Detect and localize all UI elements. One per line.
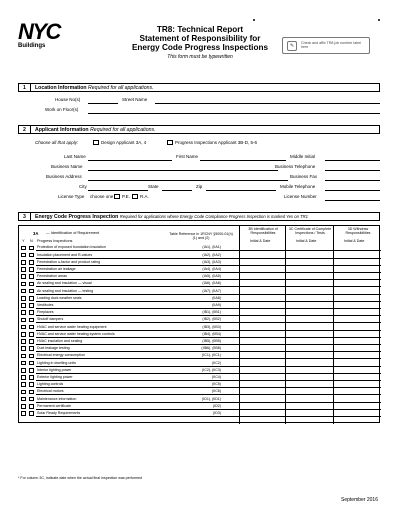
yes-checkbox[interactable] xyxy=(21,361,26,366)
mobile-phone-label: Mobile Telephone xyxy=(280,184,316,189)
license-number-label: License Number xyxy=(284,194,317,199)
work-floor-field[interactable] xyxy=(88,113,380,114)
row-rule xyxy=(36,416,381,417)
initial-date-3c: Initial & Date xyxy=(296,239,317,243)
table-row xyxy=(19,259,381,265)
yes-checkbox[interactable] xyxy=(21,267,26,272)
table-row xyxy=(19,346,381,352)
business-address-label: Business Address xyxy=(46,174,82,179)
street-name-label: Street Name xyxy=(122,97,148,102)
table-row xyxy=(19,331,381,337)
stamp-text: Check and affix TR8 job number label here xyxy=(301,41,361,50)
footnote: * For column 3C, indicate date when the actual final inspection was performed xyxy=(18,476,143,480)
table-reference: (IA1), (IIA1) xyxy=(202,245,221,250)
requirement-name: Lighting in dwelling units xyxy=(37,360,76,365)
requirement-name: Solar Ready Requirements xyxy=(37,410,81,415)
section-number: 1 xyxy=(19,84,31,91)
no-checkbox[interactable] xyxy=(29,325,34,330)
requirement-name: Protection of exposed foundation insulation xyxy=(37,245,106,250)
table-row xyxy=(19,353,381,359)
license-type-label: License Type xyxy=(58,194,85,199)
table-reference: (IA4), (IIA4) xyxy=(202,266,221,271)
yes-checkbox[interactable] xyxy=(21,325,26,330)
table-row xyxy=(19,382,381,388)
requirement-name: Shutoff dampers xyxy=(37,317,64,322)
label-icon: ✎ xyxy=(287,41,297,51)
yes-checkbox[interactable] xyxy=(21,274,26,279)
choose-one-label: choose one xyxy=(90,194,114,199)
no-checkbox[interactable] xyxy=(29,296,34,301)
yes-checkbox[interactable] xyxy=(21,253,26,258)
form-title: TR8: Technical Report xyxy=(156,25,244,34)
last-name-field[interactable] xyxy=(88,160,172,161)
first-name-field[interactable] xyxy=(200,160,286,161)
logo-sub-text: Buildings xyxy=(18,43,46,49)
yes-checkbox[interactable] xyxy=(21,375,26,380)
requirement-name: Interior lighting power xyxy=(37,367,72,372)
section-number: 3 xyxy=(19,213,31,220)
table-row xyxy=(19,281,381,287)
table-row xyxy=(19,267,381,273)
requirement-name: Insulation placement and R-values xyxy=(37,252,93,257)
middle-initial-label: Middle Initial xyxy=(290,154,316,159)
job-label-stamp xyxy=(282,37,370,54)
yes-checkbox[interactable] xyxy=(21,390,26,395)
requirement-name: HVAC insulation and sealing xyxy=(37,338,83,343)
requirement-name: Exterior lighting power xyxy=(37,374,73,379)
nyc-buildings-logo xyxy=(18,19,70,49)
requirement-name: Air sealing and insulation — visual xyxy=(37,281,92,286)
table-reference: (IA3), (IIA3) xyxy=(202,259,221,264)
no-checkbox[interactable] xyxy=(29,339,34,344)
logo-nyc-text: NYC xyxy=(18,19,60,44)
yes-checkbox[interactable] xyxy=(21,310,26,315)
table-reference: (ID3) xyxy=(213,410,221,415)
state-label: State xyxy=(148,184,159,189)
yes-checkbox[interactable] xyxy=(21,411,26,416)
col-3d-header: 3D Withdraw Responsibilities xyxy=(345,227,371,236)
section-note: Required for applications where Energy Code Compliance Progress Inspection is marked Yes on TR1 xyxy=(119,214,308,219)
table-reference: (IIB6), (IIB8) xyxy=(201,346,221,351)
yes-checkbox[interactable] xyxy=(21,260,26,265)
col-3a-num: 3A xyxy=(33,231,39,236)
requirement-name: Lighting controls xyxy=(37,382,64,387)
business-name-label: Business Name xyxy=(51,164,83,169)
business-address-field[interactable] xyxy=(88,180,288,181)
no-checkbox[interactable] xyxy=(29,303,34,308)
no-checkbox[interactable] xyxy=(29,282,34,287)
business-phone-field[interactable] xyxy=(325,170,380,171)
progress-applicant-label: Progress Inspections Applicant 3B-D, 5-6 xyxy=(175,140,258,145)
table-row xyxy=(19,245,381,251)
no-checkbox[interactable] xyxy=(29,274,34,279)
no-checkbox[interactable] xyxy=(29,411,34,416)
no-checkbox[interactable] xyxy=(29,368,34,373)
yes-checkbox[interactable] xyxy=(21,397,26,402)
section-2-header xyxy=(18,125,380,134)
yes-checkbox[interactable] xyxy=(21,368,26,373)
no-checkbox[interactable] xyxy=(29,361,34,366)
table-row xyxy=(19,324,381,330)
no-checkbox[interactable] xyxy=(29,260,34,265)
business-phone-label: Business Telephone xyxy=(275,164,316,169)
yes-checkbox[interactable] xyxy=(21,346,26,351)
no-checkbox[interactable] xyxy=(29,346,34,351)
business-fax-label: Business Fax xyxy=(290,174,318,179)
requirement-name: Maintenance information xyxy=(37,396,77,401)
requirement-name: HVAC and service water heating system controls xyxy=(37,331,115,336)
street-name-field[interactable] xyxy=(155,103,380,104)
form-subtitle-2: Energy Code Progress Inspections xyxy=(131,43,269,52)
no-checkbox[interactable] xyxy=(29,289,34,294)
no-checkbox[interactable] xyxy=(29,382,34,387)
table-reference: (IC1), (IIC1) xyxy=(202,353,221,358)
yes-checkbox[interactable] xyxy=(21,354,26,359)
requirement-name: Electrical energy consumption xyxy=(37,353,85,358)
design-applicant-checkbox[interactable] xyxy=(93,140,99,145)
yes-checkbox[interactable] xyxy=(21,282,26,287)
city-field[interactable] xyxy=(88,190,148,191)
choose-label: Choose all that apply: xyxy=(35,140,79,145)
section-1-header xyxy=(18,83,380,92)
table-reference: (IB3), (IIB3) xyxy=(202,324,221,329)
table-row xyxy=(19,303,381,309)
yes-checkbox[interactable] xyxy=(21,332,26,337)
initial-date-3b: Initial & Date xyxy=(250,239,271,243)
corner-mark xyxy=(253,19,255,21)
first-name-label: First Name xyxy=(176,154,199,159)
col-3a-label: — Identification of Requirement xyxy=(46,231,100,235)
middle-initial-field[interactable] xyxy=(325,160,380,161)
table-row xyxy=(19,411,381,417)
yes-checkbox[interactable] xyxy=(21,246,26,251)
yes-checkbox[interactable] xyxy=(21,404,26,409)
table-row xyxy=(19,295,381,301)
zip-label: Zip xyxy=(196,184,203,189)
business-fax-field[interactable] xyxy=(325,180,380,181)
pe-label: P.E. xyxy=(122,194,130,199)
requirement-name: Vestibules xyxy=(37,302,54,307)
no-checkbox[interactable] xyxy=(29,354,34,359)
no-checkbox[interactable] xyxy=(29,318,34,323)
yes-checkbox[interactable] xyxy=(21,382,26,387)
yes-checkbox[interactable] xyxy=(21,289,26,294)
no-checkbox[interactable] xyxy=(29,390,34,395)
col-3c-header: 3C Certificate of Complete Inspections / Tests xyxy=(288,227,332,236)
requirement-name: Loading dock weather seals xyxy=(37,295,82,300)
requirement-name: Fenestration air leakage xyxy=(37,266,76,271)
yes-checkbox[interactable] xyxy=(21,303,26,308)
table-reference-header: Table Reference in 1RCNY §5000-01(h) (1) and (2) xyxy=(169,232,233,241)
table-row xyxy=(19,396,381,402)
table-reference: (IIA9) xyxy=(212,302,221,307)
table-row xyxy=(19,310,381,316)
requirement-name: Fenestration areas xyxy=(37,274,67,279)
table-row xyxy=(19,360,381,366)
table-reference: (IA2), (IIA2) xyxy=(202,252,221,257)
ra-label: R.A. xyxy=(140,194,149,199)
progress-applicant-checkbox[interactable] xyxy=(167,140,173,145)
no-header: N xyxy=(30,239,33,243)
initial-date-3d: Initial & Date xyxy=(344,239,365,243)
yes-checkbox[interactable] xyxy=(21,339,26,344)
table-reference: (IA5), (IIA5) xyxy=(202,274,221,279)
table-row xyxy=(19,367,381,373)
no-checkbox[interactable] xyxy=(29,267,34,272)
requirement-name: Duct leakage testing xyxy=(37,346,70,351)
table-reference: (IIC4) xyxy=(212,374,221,379)
table-row xyxy=(19,317,381,323)
requirement-name: HVAC and service water heating equipment xyxy=(37,324,107,329)
mobile-phone-field[interactable] xyxy=(325,190,380,191)
table-row xyxy=(19,389,381,395)
no-checkbox[interactable] xyxy=(29,253,34,258)
section-number: 2 xyxy=(19,126,31,133)
table-reference: (IB1), (IIB1) xyxy=(202,310,221,315)
section-3-header xyxy=(18,212,380,221)
section-title: Energy Code Progress Inspection xyxy=(35,214,119,220)
table-row xyxy=(19,252,381,258)
table-reference: (IIA8) xyxy=(212,295,221,300)
last-name-label: Last Name xyxy=(64,154,86,159)
section-title: Location Information xyxy=(35,85,87,91)
typewritten-note: This form must be typewritten xyxy=(167,54,233,60)
pe-checkbox[interactable] xyxy=(114,194,120,199)
form-header xyxy=(100,25,300,60)
table-reference: (IB2), (IIB2) xyxy=(202,317,221,322)
license-number-field[interactable] xyxy=(325,200,380,201)
requirement-name: Air sealing and insulation — testing xyxy=(37,288,94,293)
requirement-name: Electrical motors xyxy=(37,389,64,394)
business-name-field[interactable] xyxy=(88,170,278,171)
house-no-label: House No(s) xyxy=(55,97,81,102)
table-reference: (IB5), (IIB5) xyxy=(202,338,221,343)
table-reference: (IC2), (IIC3) xyxy=(202,367,221,372)
table-row xyxy=(19,274,381,280)
requirement-name: Fenestration u-factor and product rating xyxy=(37,259,101,264)
no-checkbox[interactable] xyxy=(29,310,34,315)
table-reference: (IIC6) xyxy=(212,389,221,394)
revision-date: September 2016 xyxy=(341,497,378,503)
table-reference: (IA6), (IIA6) xyxy=(202,281,221,286)
requirement-name: Permanent certificate xyxy=(37,403,71,408)
requirement-name: Fireplaces xyxy=(37,310,54,315)
city-label: City xyxy=(79,184,87,189)
no-checkbox[interactable] xyxy=(29,404,34,409)
house-no-field[interactable] xyxy=(88,103,118,104)
table-row xyxy=(19,403,381,409)
table-row xyxy=(19,375,381,381)
table-reference: (ID1), (IID1) xyxy=(202,396,221,401)
table-reference: (IA7), (IIA7) xyxy=(202,288,221,293)
section-note: Required for all applications. xyxy=(88,85,154,91)
no-checkbox[interactable] xyxy=(29,375,34,380)
col-3b-header: 3B Identification of Responsibilities xyxy=(248,227,278,236)
progress-inspections-header: Progress Inspections xyxy=(37,239,73,243)
progress-inspection-table xyxy=(18,225,380,423)
form-subtitle-1: Statement of Responsibility for xyxy=(139,34,261,43)
corner-mark xyxy=(378,19,380,21)
section-title: Applicant Information xyxy=(35,127,89,133)
table-row xyxy=(19,339,381,345)
no-checkbox[interactable] xyxy=(29,332,34,337)
yes-checkbox[interactable] xyxy=(21,318,26,323)
table-reference: (ID2) xyxy=(213,403,221,408)
table-reference: (IB4), (IIB4) xyxy=(202,331,221,336)
ra-checkbox[interactable] xyxy=(132,194,138,199)
section-note: Required for all applications. xyxy=(90,127,156,133)
work-floor-label: Work on Floor(s) xyxy=(45,107,79,112)
no-checkbox[interactable] xyxy=(29,397,34,402)
state-field[interactable] xyxy=(162,190,192,191)
yes-header: Y xyxy=(22,239,25,243)
table-reference: (IIC2) xyxy=(212,360,221,365)
table-reference: (IIC5) xyxy=(212,382,221,387)
table-row xyxy=(19,288,381,294)
no-checkbox[interactable] xyxy=(29,246,34,251)
design-applicant-label: Design Applicant 3A, 4 xyxy=(101,140,147,145)
zip-field[interactable] xyxy=(206,190,276,191)
yes-checkbox[interactable] xyxy=(21,296,26,301)
